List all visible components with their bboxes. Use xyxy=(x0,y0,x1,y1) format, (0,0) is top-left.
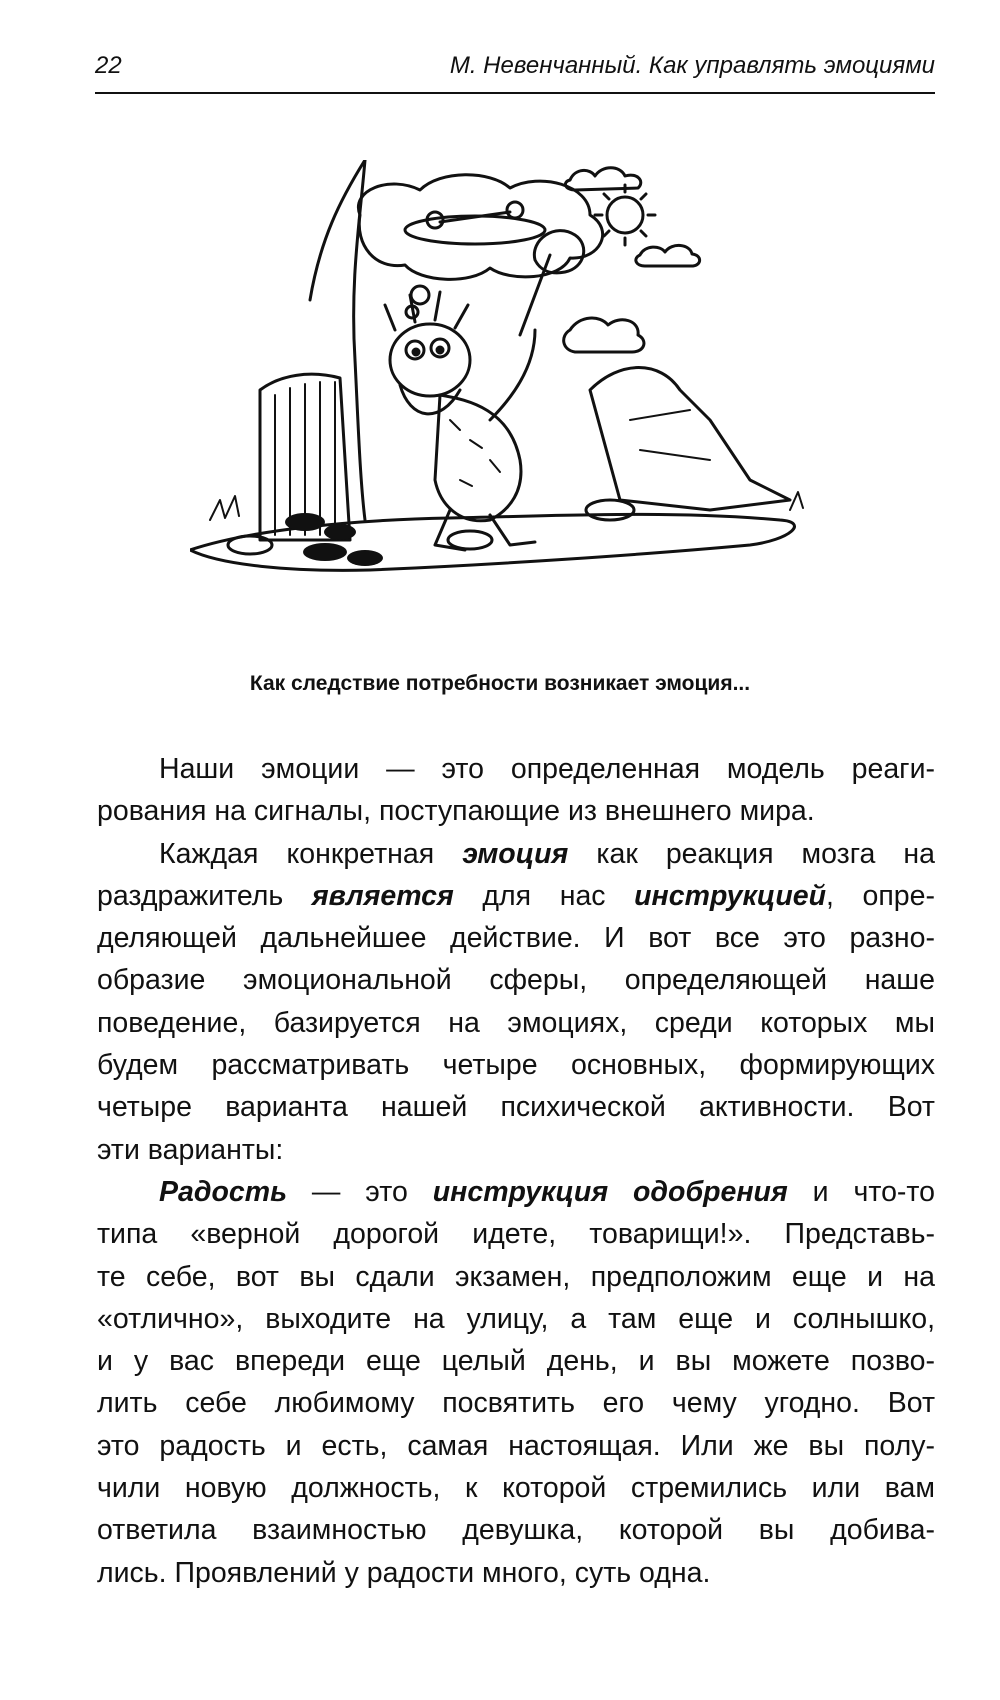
emphasis-emotion: эмоция xyxy=(462,837,569,870)
sun-icon xyxy=(595,185,655,245)
text-run: раздражитель xyxy=(97,879,312,912)
page-number: 22 xyxy=(95,52,122,79)
text-line: и у вас впереди еще целый день, и вы можете позво- xyxy=(97,1345,935,1378)
emphasis-approval-instruction: инструкция одобрения xyxy=(432,1175,788,1208)
text-line: четыре варианта нашей психической активности. Вот xyxy=(97,1091,935,1124)
text-line: лить себе любимому посвятить его чему угодно. Вот xyxy=(97,1387,935,1420)
text-line: эти варианты: xyxy=(97,1133,284,1166)
emphasis-joy: Радость xyxy=(159,1175,287,1208)
caveman-illustration xyxy=(190,160,880,640)
text-line xyxy=(97,875,935,917)
text-line: «отлично», выходите на улицу, а там еще и солнышко, xyxy=(97,1302,935,1335)
text-line: деляющей дальнейшее действие. И вот все это разно- xyxy=(97,922,935,955)
text-line: те себе, вот вы сдали экзамен, предположим еще и на xyxy=(97,1260,935,1293)
emphasis-is: является xyxy=(311,879,454,912)
text-run: — это xyxy=(287,1175,433,1208)
text-line: типа «верной дорогой идете, товарищи!». Представь- xyxy=(97,1218,935,1251)
text-line: ответила взаимностью девушка, которой вы добива- xyxy=(97,1514,935,1547)
mountain-icon xyxy=(590,368,790,511)
figure-caption: Как следствие потребности возникает эмоция... xyxy=(249,672,751,695)
caveman-icon xyxy=(385,292,535,550)
cloud-icon xyxy=(636,245,700,266)
cliff-icon xyxy=(310,160,365,520)
text-line: поведение, базируется на эмоциях, среди которых мы xyxy=(97,1006,935,1039)
text-run: для нас xyxy=(453,879,635,912)
club-icon xyxy=(520,231,584,335)
text-line: чили новую должность, к которой стремились или вам xyxy=(97,1472,935,1505)
text-line: лись. Проявлений у радости много, суть одна. xyxy=(97,1556,711,1589)
text-run: Каждая конкретная xyxy=(159,837,463,870)
text-run: , опре- xyxy=(826,879,936,912)
text-line xyxy=(97,1171,935,1213)
text-line: это радость и есть, самая настоящая. Или же вы полу- xyxy=(97,1429,935,1462)
text-line: будем рассматривать четыре основных, формирующих xyxy=(97,1049,935,1082)
text-line: образие эмоциональной сферы, определяющей наше xyxy=(97,964,935,997)
text-line: Наши эмоции — это определенная модель реаги- xyxy=(159,753,935,785)
cloud-icon xyxy=(565,168,640,190)
running-header xyxy=(95,52,935,94)
text-run: как реакция мозга на xyxy=(568,837,936,870)
emphasis-instruction: инструкцией xyxy=(634,879,827,912)
bone-icon xyxy=(405,202,545,244)
body-text xyxy=(97,748,935,1594)
cloud-icon xyxy=(564,318,644,352)
text-line xyxy=(97,833,935,875)
running-title: М. Невенчанный. Как управлять эмоциями xyxy=(449,52,935,79)
thought-bubble-icon xyxy=(358,175,602,318)
text-run: и что-то xyxy=(787,1175,935,1208)
text-line: рования на сигналы, поступающие из внешнего мира. xyxy=(97,795,815,828)
